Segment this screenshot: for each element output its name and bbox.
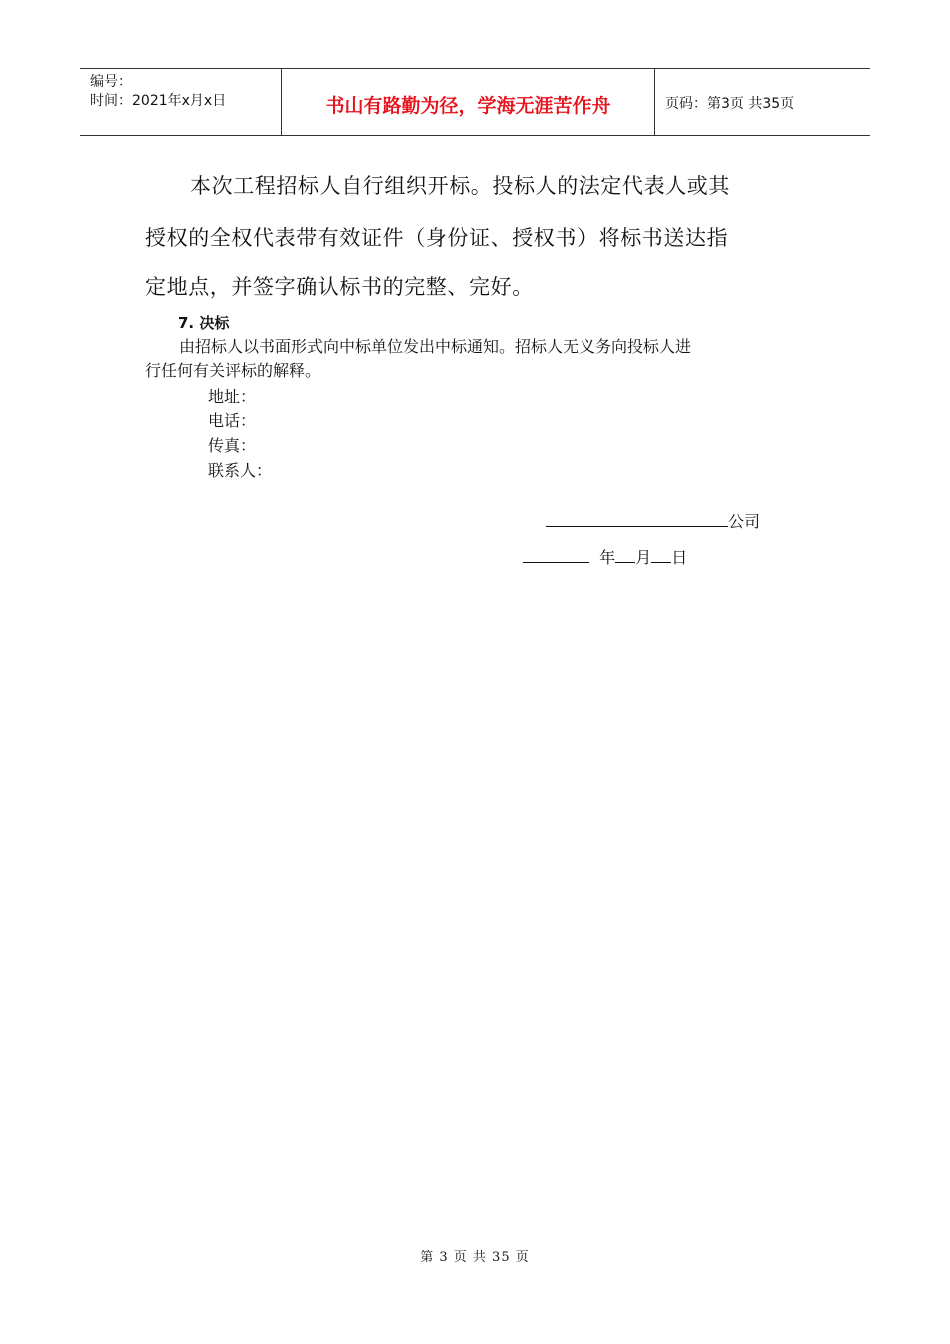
phone-label: 电话： [208,411,257,430]
date-month-label: 月 [635,548,652,567]
paragraph-1-line-1: 本次工程招标人自行组织开标。投标人的法定代表人或其 [190,174,730,198]
date-year-label: 年 [599,548,616,567]
date-year-blank [523,546,589,563]
header-motto: 书山有路勤为径，学海无涯苦作舟 [282,69,655,135]
fax-label: 传真： [208,436,257,455]
company-blank [546,510,728,527]
company-signature-line [546,510,760,533]
date-line [523,546,687,569]
header-page: 页码：第3页 共35页 [665,96,795,112]
date-day-blank [651,546,671,563]
contact-label: 联系人： [208,461,273,480]
paragraph-1-line-2: 授权的全权代表带有效证件（身份证、授权书）将标书送达指 [145,226,729,250]
page-footer: 第 3 页 共 35 页 [420,1250,530,1265]
address-label: 地址： [208,387,257,406]
header-time: 时间：2021年x月x日 [90,93,227,109]
header-meta [80,69,282,135]
paragraph-2-line-2: 行任何有关评标的解释。 [145,361,322,380]
company-suffix: 公司 [728,512,761,531]
section-title: 7. 决标 [178,314,230,332]
date-day-label: 日 [671,548,688,567]
page-header [80,68,870,136]
date-month-blank [615,546,635,563]
header-number: 编号： [90,74,132,90]
paragraph-1-line-3: 定地点，并签字确认标书的完整、完好。 [145,275,534,299]
paragraph-2-line-1: 由招标人以书面形式向中标单位发出中标通知。招标人无义务向投标人进 [179,337,692,356]
